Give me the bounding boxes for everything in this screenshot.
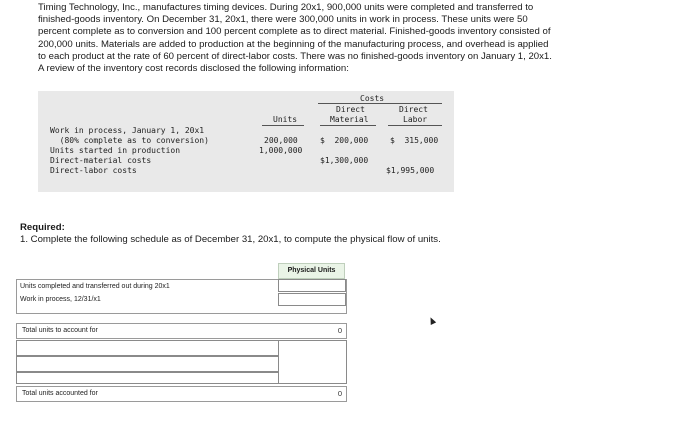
wip-row-label: Work in process, 12/31/x1 xyxy=(20,296,101,303)
units-rule xyxy=(262,125,304,126)
units-header: Units xyxy=(273,115,298,124)
row-units: 1,000,000 xyxy=(259,146,303,155)
total-accounted-value: 0 xyxy=(337,389,342,398)
total-account-label: Total units to account for xyxy=(22,327,98,334)
required-instruction: 1. Complete the following schedule as of December 31, 20x1, to compute the physical flow of units. xyxy=(20,233,441,245)
dl-header-1: Direct xyxy=(399,105,428,114)
row-label: Units started in production xyxy=(50,146,181,155)
dl-header-2: Labor xyxy=(403,115,428,124)
dm-header-2: Material xyxy=(330,115,369,124)
intro-line: A review of the inventory cost records disclosed the following information: xyxy=(38,63,349,75)
row-label: Direct-labor costs xyxy=(50,166,137,175)
intro-line: 200,000 units. Materials are added to production at the beginning of the manufacturing process, and overhead is applied xyxy=(38,38,549,50)
required-heading: Required: xyxy=(20,222,65,233)
dl-rule xyxy=(388,125,442,126)
dm-rule xyxy=(320,125,376,126)
required-section xyxy=(20,222,441,245)
physical-units-header: Physical Units xyxy=(278,263,345,279)
mouse-cursor-icon xyxy=(428,316,436,325)
completed-row-label: Units completed and transferred out during 20x1 xyxy=(20,283,170,290)
dm-header-1: Direct xyxy=(336,105,365,114)
costs-rule xyxy=(318,103,442,104)
intro-line: finished-goods inventory. On December 31, 20x1, there were 300,000 units in work in process. These units were 50 xyxy=(38,14,528,26)
row-dm: $1,300,000 xyxy=(320,156,369,165)
intro-line: to each product at the rate of 60 percent of direct-labor costs. There was no finished-goods inventory on January 1, 20x1. xyxy=(38,50,552,62)
row-units: 200,000 xyxy=(264,136,298,145)
blank-units-cells[interactable] xyxy=(278,340,347,384)
costs-header: Costs xyxy=(360,94,385,103)
intro-line: Timing Technology, Inc., manufactures timing devices. During 20x1, 900,000 units were completed and transferred to xyxy=(38,2,534,13)
row-dl: $1,995,000 xyxy=(386,166,435,175)
row-dl: $ 315,000 xyxy=(390,136,439,145)
intro-line: percent complete as to conversion and 100 percent complete as to direct material. Finished-goods inventory consisted of xyxy=(38,26,551,38)
problem-text xyxy=(38,2,678,75)
row-dm: $ 200,000 xyxy=(320,136,369,145)
row-label: (80% complete as to conversion) xyxy=(50,136,209,145)
completed-units-input[interactable] xyxy=(278,279,346,292)
row-label: Work in process, January 1, 20x1 xyxy=(50,126,205,135)
total-account-value: 0 xyxy=(337,326,342,335)
cost-data-table xyxy=(38,91,454,192)
wip-units-input[interactable] xyxy=(278,293,346,306)
row-label: Direct-material costs xyxy=(50,156,152,165)
total-accounted-label: Total units accounted for xyxy=(22,390,98,397)
